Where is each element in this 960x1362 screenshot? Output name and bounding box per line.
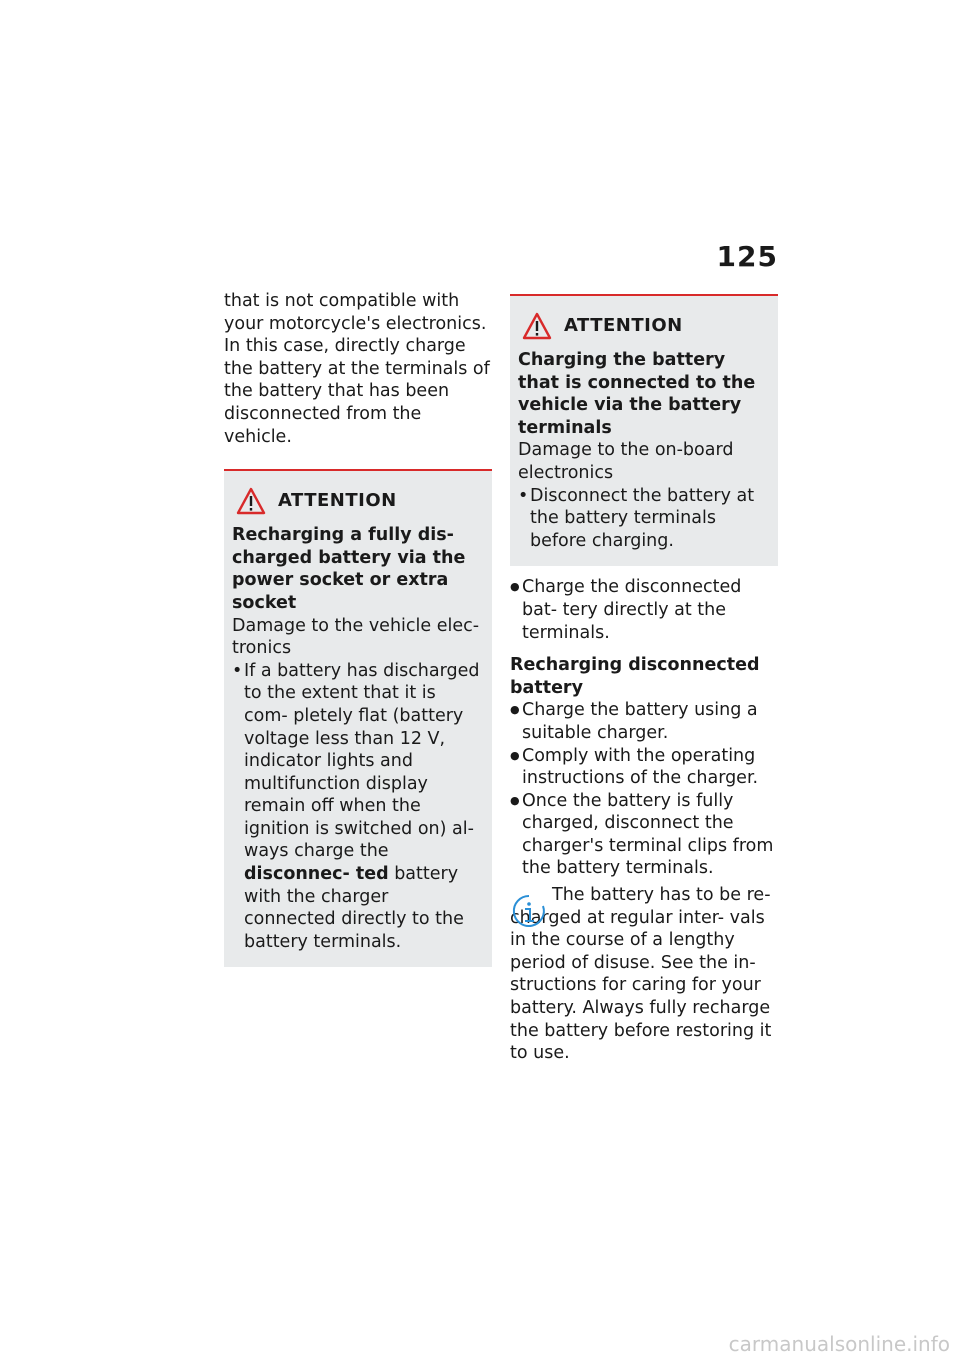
list-item: ● Comply with the operating instructions of the charger. [510,745,778,790]
page-number: 125 [716,240,778,273]
attention-heading: Recharging a fully dis- charged battery via the power socket or extra socket [232,525,466,613]
measure-text: If a battery has discharged to the extent that it is com- pletely flat (battery voltage less than 12 V, indicator lights and multifunction display remain off when the ignition is switched on) al- ways charge the [244,660,480,862]
info-icon [510,892,548,930]
attention-measures [518,485,768,553]
attention-heading: Charging the battery that is connected to the vehicle via the battery terminals [518,350,756,438]
attention-measures [232,660,482,954]
list-item [232,660,482,954]
left-column [224,290,492,967]
attention-title: ATTENTION [278,489,397,511]
list-item: ● Charge the disconnected bat- tery directly at the terminals. [510,576,778,644]
step-list [510,699,778,880]
list-item: • Disconnect the battery at the battery terminals before charging. [518,485,768,553]
attention-consequence: Damage to the on-board electronics [518,440,734,483]
list-item: ● Charge the battery using a suitable charger. [510,699,778,744]
info-note [510,884,778,1065]
section-heading: Recharging disconnected battery [510,655,760,698]
step-list [510,576,778,644]
measure-text-end: battery with the charger connected directly to the battery terminals. [244,864,464,952]
intro-paragraph: that is not compatible with your motorcycle's electronics. In this case, directly charge the battery at the terminals of the battery that has been disconnected from the vehicle. [224,291,490,447]
attention-title: ATTENTION [564,314,683,336]
info-note-text: The battery has to be re- charged at regular inter- vals in the course of a lengthy period of disuse. See the in- structions for caring for your battery. Always fully recharge the battery before restoring it to use. [510,885,772,1064]
attention-header [518,312,768,340]
measure-emphasis: disconnec- ted [244,864,389,885]
warning-triangle-icon [522,312,552,340]
list-item: ● Once the battery is fully charged, disconnect the charger's terminal clips from the battery terminals. [510,790,778,880]
attention-box-left [224,469,492,967]
attention-box-right [510,294,778,566]
attention-consequence: Damage to the vehicle elec- tronics [232,615,480,659]
warning-triangle-icon [236,487,266,515]
attention-header [232,487,482,515]
watermark: carmanualsonline.info [728,1332,950,1356]
right-column [510,294,778,1065]
